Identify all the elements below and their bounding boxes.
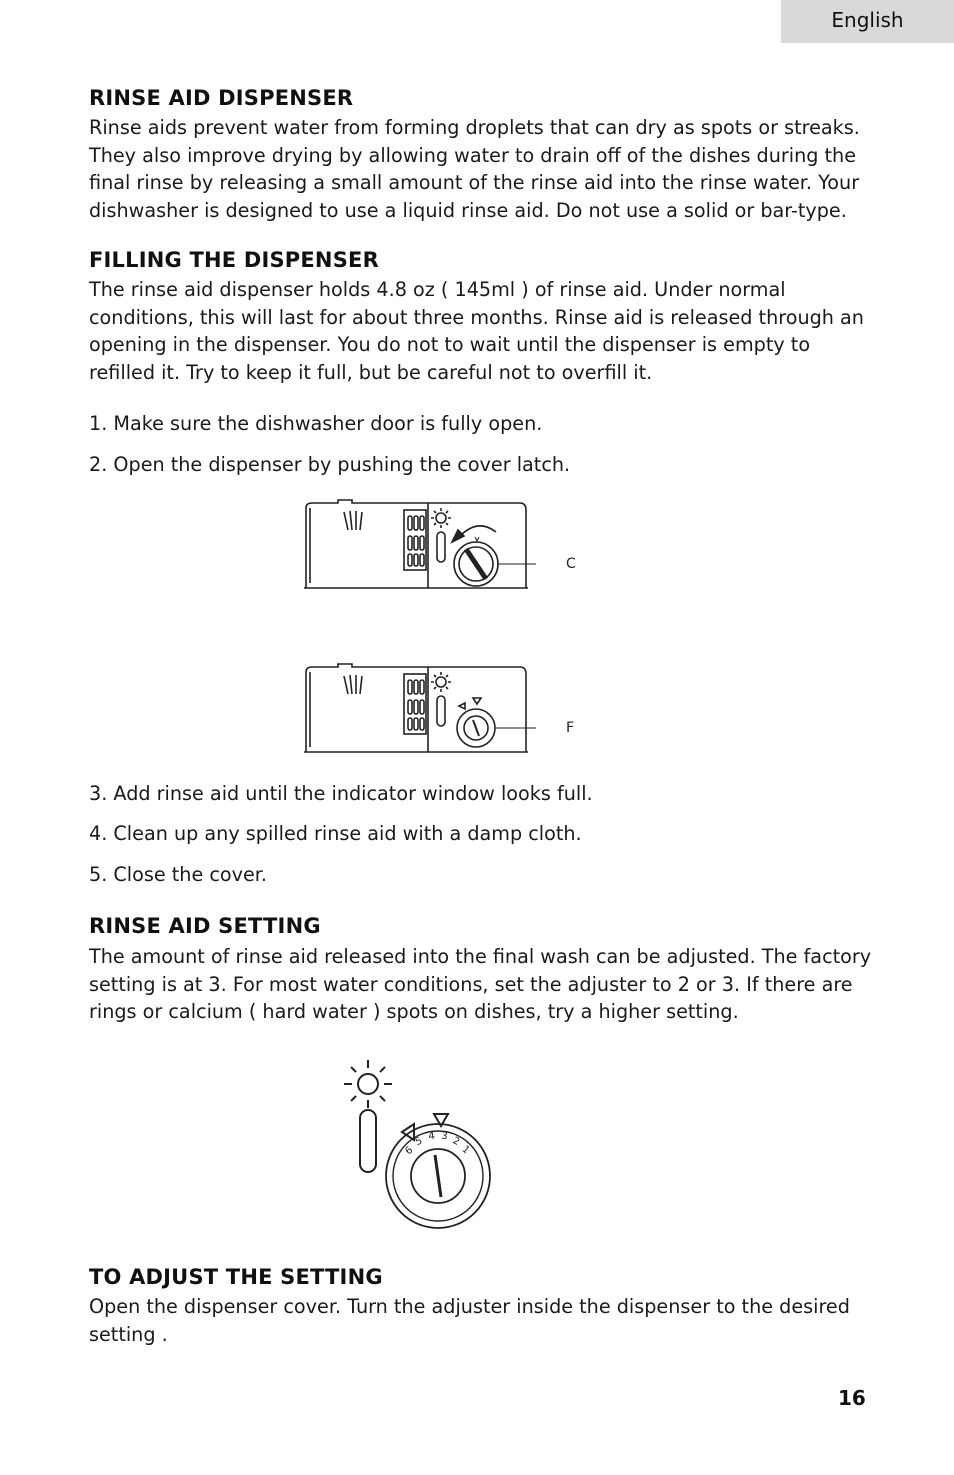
text-line: dishwasher is designed to use a liquid rinse aid. Do not use a solid or bar-type. — [89, 198, 847, 222]
heading-filling-the-dispenser: FILLING THE DISPENSER — [89, 248, 379, 272]
text-line: rings or calcium ( hard water ) spots on dishes, try a higher setting. — [89, 1000, 739, 1023]
page-number: 16 — [838, 1386, 866, 1410]
dial-number-6: 6 — [403, 1144, 416, 1158]
step-3: 3. Add rinse aid until the indicator window looks full. — [89, 782, 593, 805]
text-line: final rinse by releasing a small amount of the rinse aid into the rinse water. Your — [89, 171, 860, 194]
text-line: Rinse aids prevent water from forming droplets that can dry as spots or streaks. — [89, 116, 860, 139]
text-line: Open the dispenser cover. Turn the adjuster inside the dispenser to the desired — [89, 1295, 850, 1318]
text-line: The amount of rinse aid released into the final wash can be adjusted. The factory — [89, 945, 872, 968]
figure-label-f: F — [566, 720, 575, 736]
step-1: 1. Make sure the dishwasher door is fully open. — [89, 412, 543, 435]
step-4: 4. Clean up any spilled rinse aid with a damp cloth. — [89, 822, 582, 845]
paragraph-adjust — [89, 1293, 879, 1348]
heading-rinse-aid-dispenser: RINSE AID DISPENSER — [89, 86, 354, 110]
dial-number-5: 5 — [413, 1135, 425, 1149]
dispenser-figure-f — [300, 660, 540, 760]
step-5: 5. Close the cover. — [89, 863, 268, 886]
text-line: refilled it. Try to keep it full, but be careful not to overfill it. — [89, 360, 653, 384]
rinse-aid-dial-figure — [336, 1052, 506, 1236]
figure-label-c: C — [566, 556, 576, 572]
text-line: setting is at 3. For most water conditions, set the adjuster to 2 or 3. If there are — [89, 972, 853, 996]
heading-to-adjust-the-setting: TO ADJUST THE SETTING — [89, 1265, 383, 1289]
dial-number-3: 3 — [440, 1130, 449, 1143]
paragraph-rinse-aid-dispenser — [89, 114, 879, 224]
text-line: conditions, this will last for about three months. Rinse aid is released through an — [89, 305, 864, 329]
text-line: The rinse aid dispenser holds 4.8 oz ( 145ml ) of rinse aid. Under normal — [89, 278, 786, 301]
dial-number-4: 4 — [427, 1130, 436, 1143]
dial-number-2: 2 — [450, 1135, 462, 1149]
paragraph-filling — [89, 276, 879, 386]
paragraph-setting — [89, 943, 879, 1026]
heading-rinse-aid-setting: RINSE AID SETTING — [89, 914, 321, 938]
language-tab: English — [781, 0, 954, 43]
dispenser-figure-c — [300, 496, 540, 596]
text-line: setting . — [89, 1322, 168, 1346]
text-line: They also improve drying by allowing water to drain off of the dishes during the — [89, 143, 857, 167]
text-line: opening in the dispenser. You do not to wait until the dispenser is empty to — [89, 333, 811, 356]
step-2: 2. Open the dispenser by pushing the cover latch. — [89, 453, 571, 476]
dial-number-1: 1 — [459, 1143, 472, 1157]
